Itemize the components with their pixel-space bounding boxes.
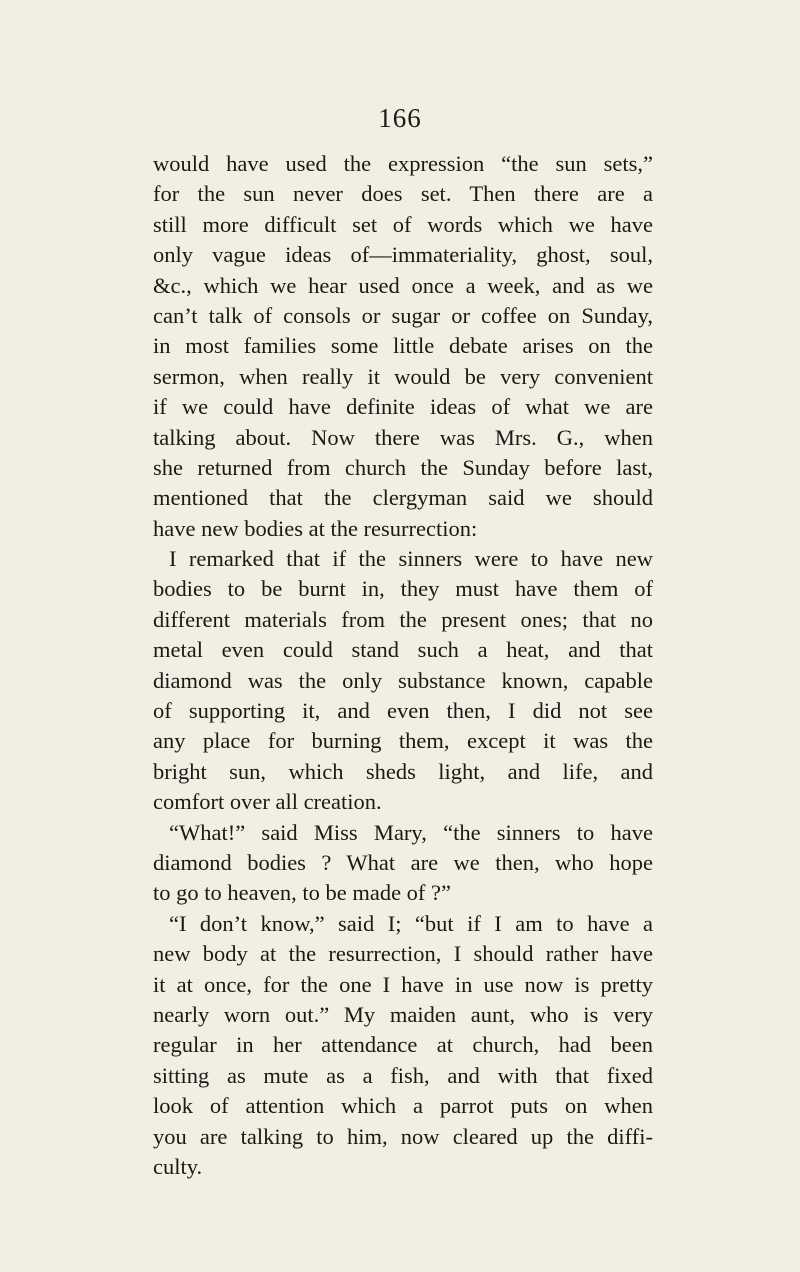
text-line: you are talking to him, now cleared up the diffi- [153,1123,653,1149]
text-line: diamond bodies ? What are we then, who hope [153,849,653,875]
text-line: of supporting it, and even then, I did not see [153,698,653,724]
text-line: new body at the resurrection, I should rather have [153,941,653,967]
text-line: diamond was the only substance known, capable [153,667,653,693]
text-line: metal even could stand such a heat, and that [153,637,653,663]
text-line: only vague ideas of—immateriality, ghost, soul, [153,242,653,268]
text-line: &c., which we hear used once a week, and as we [153,272,653,298]
text-line: comfort over all creation. [153,789,382,815]
text-line: I remarked that if the sinners were to have new [169,546,653,572]
text-line: “I don’t know,” said I; “but if I am to have a [169,910,653,936]
text-line: sermon, when really it would be very convenient [153,363,653,389]
text-line: would have used the expression “the sun sets,” [153,151,653,176]
text-line: sitting as mute as a fish, and with that fixed [153,1062,653,1088]
text-line: nearly worn out.” My maiden aunt, who is very [153,1001,653,1027]
body-text [153,149,653,1182]
text-line: culty. [153,1153,203,1179]
text-line: bright sun, which sheds light, and life, and [153,758,653,784]
text-line: to go to heaven, to be made of ?” [153,880,452,906]
text-line: for the sun never does set. Then there are a [153,181,653,207]
text-line: in most families some little debate arises on the [153,333,653,359]
text-line: different materials from the present ones; that no [153,606,653,632]
text-line: regular in her attendance at church, had been [153,1032,653,1058]
text-line: have new bodies at the resurrection: [153,515,478,541]
text-line: if we could have definite ideas of what we are [153,394,653,420]
text-line: any place for burning them, except it was the [153,728,653,754]
text-line: it at once, for the one I have in use now is pretty [153,971,653,997]
text-line: mentioned that the clergyman said we should [153,485,653,511]
text-line: talking about. Now there was Mrs. G., when [153,424,653,450]
text-line: still more difficult set of words which we have [153,211,653,237]
text-line: bodies to be burnt in, they must have them of [153,576,653,602]
text-line: look of attention which a parrot puts on when [153,1093,653,1119]
page-number: 166 [378,103,422,133]
text-line: she returned from church the Sunday before last, [153,454,653,480]
text-line: “What!” said Miss Mary, “the sinners to have [169,819,653,845]
text-line: can’t talk of consols or sugar or coffee on Sunday, [153,302,653,328]
